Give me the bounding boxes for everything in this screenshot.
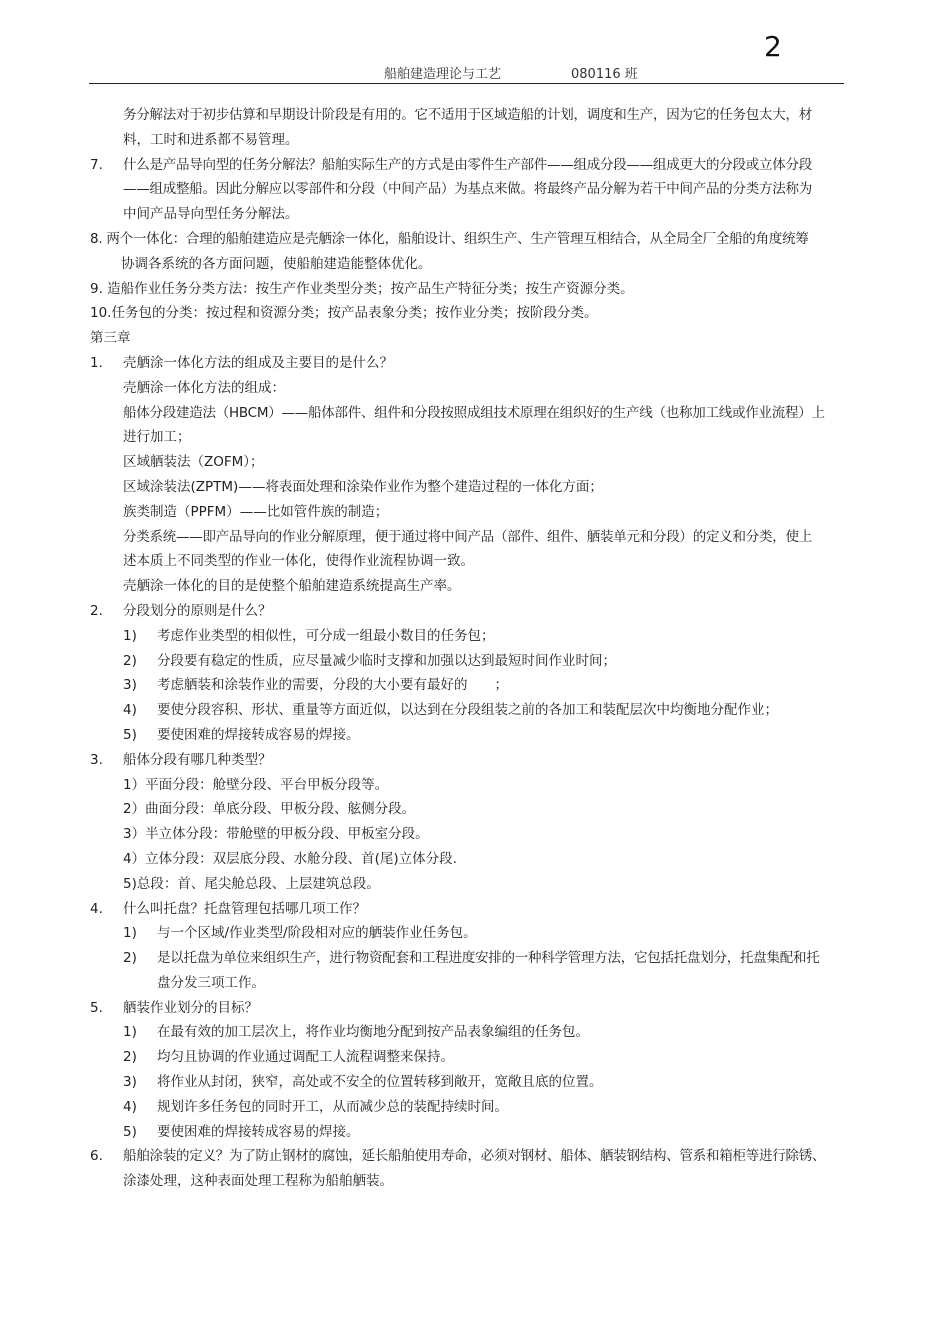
sub-item: 4）立体分段：双层底分段、水舱分段、首(尾)立体分段. bbox=[123, 850, 457, 867]
sub-item: 5) 要使困难的焊接转成容易的焊接。 bbox=[90, 1120, 880, 1145]
text-line: 船体分段建造法（HBCM）——船体部件、组件和分段按照成组技术原理在组织好的生产线（也称加工线或作业流程）上 bbox=[123, 404, 825, 421]
sub-item-number: 3) bbox=[123, 677, 137, 694]
text-line: 分类系统——即产品导向的作业分解原理，便于通过将中间产品（部件、组件、舾装单元和分段）的定义和分类，使上 bbox=[123, 528, 812, 545]
sub-item: 5) 要使困难的焊接转成容易的焊接。 bbox=[90, 723, 880, 748]
item-number: 4. bbox=[90, 900, 103, 917]
sub-item: 2）曲面分段：单底分段、甲板分段、舷侧分段。 bbox=[123, 801, 416, 818]
text-line: ——组成整船。因此分解应以零部件和分段（中间产品）为基点来做。将最终产品分解为若干中间产品的分类方法称为 bbox=[123, 181, 812, 198]
sub-item-number: 5) bbox=[123, 1123, 137, 1140]
list-item: 8. 两个一体化：合理的船舶建造应是壳舾涂一体化，船舶设计、组织生产、生产管理互相结合，从全局全厂全船的角度统筹 bbox=[90, 230, 809, 247]
text-line: 协调各系统的各方面问题，使船舶建造能整体优化。 bbox=[121, 255, 432, 272]
list-item: 10.任务包的分类：按过程和资源分类；按产品表象分类；按作业分类；按阶段分类。 bbox=[90, 305, 598, 322]
text-line: 族类制造（PPFM）——比如管件族的制造； bbox=[123, 503, 389, 520]
text-line: 区域涂装法(ZPTM)——将表面处理和涂染作业作为整个建造过程的一体化方面； bbox=[123, 478, 603, 495]
sub-item: 2) 均匀且协调的作业通过调配工人流程调整来保持。 bbox=[90, 1045, 880, 1070]
text-line: 务分解法对于初步估算和早期设计阶段是有用的。它不适用于区域造船的计划，调度和生产，因为它的任务包太大，材 bbox=[123, 107, 812, 123]
sub-item: 3）半立体分段：带舱壁的甲板分段、甲板室分段。 bbox=[123, 826, 429, 843]
text-line: 壳舾涂一体化的目的是使整个船舶建造系统提高生产率。 bbox=[123, 578, 461, 595]
text-line: 盘分发三项工作。 bbox=[157, 974, 265, 991]
question: 3. 船体分段有哪几种类型？ bbox=[90, 748, 880, 773]
chapter-heading: 第三章 bbox=[90, 330, 131, 347]
sub-item: 2) 是以托盘为单位来组织生产，进行物资配套和工程进度安排的一种科学管理方法，它包括托盘划分，托盘集配和托 bbox=[90, 946, 880, 971]
sub-item-number: 2) bbox=[123, 652, 137, 669]
sub-item-number: 1) bbox=[123, 627, 137, 644]
sub-item: 1）平面分段：舱壁分段、平台甲板分段等。 bbox=[123, 776, 389, 793]
sub-item-number: 2) bbox=[123, 950, 137, 967]
sub-item-number: 3) bbox=[123, 1074, 137, 1091]
text-line: 进行加工； bbox=[123, 429, 191, 446]
sub-item: 2) 分段要有稳定的性质，应尽量减少临时支撑和加强以达到最短时间作业时间； bbox=[90, 649, 880, 674]
sub-item: 1) 在最有效的加工层次上，将作业均衡地分配到按产品表象编组的任务包。 bbox=[90, 1020, 880, 1045]
sub-item: 5)总段：首、尾尖舱总段、上层建筑总段。 bbox=[123, 875, 380, 892]
item-number: 6. bbox=[90, 1148, 103, 1165]
sub-item-number: 1) bbox=[123, 925, 137, 942]
sub-item-number: 2) bbox=[123, 1049, 137, 1066]
sub-item: 3) 考虑舾装和涂装作业的需要，分段的大小要有最好的 ； bbox=[90, 673, 880, 698]
text-line: 料，工时和进系都不易管理。 bbox=[123, 131, 299, 148]
item-number: 7. bbox=[90, 156, 103, 173]
document-title: 船舶建造理论与工艺 bbox=[384, 67, 502, 82]
item-number: 2. bbox=[90, 602, 103, 619]
question: 4. 什么叫托盘？托盘管理包括哪几项工作？ bbox=[90, 897, 880, 922]
class-code: 080116 班 bbox=[571, 67, 638, 82]
item-number: 1. bbox=[90, 354, 103, 371]
text-line: 壳舾涂一体化方法的组成： bbox=[123, 379, 285, 396]
sub-item: 1) 考虑作业类型的相似性，可分成一组最小数目的任务包； bbox=[90, 624, 880, 649]
sub-item-number: 1) bbox=[123, 1024, 137, 1041]
list-item: 9. 造船作业任务分类方法：按生产作业类型分类；按产品生产特征分类；按生产资源分类。 bbox=[90, 280, 634, 297]
item-number: 5. bbox=[90, 999, 103, 1016]
text-line: 中间产品导向型任务分解法。 bbox=[123, 206, 299, 223]
question: 1. 壳舾涂一体化方法的组成及主要目的是什么？ bbox=[90, 351, 880, 376]
header-rule bbox=[89, 83, 844, 84]
text-line: 述本质上不同类型的作业一体化，使得作业流程协调一致。 bbox=[123, 553, 474, 570]
sub-item-number: 5) bbox=[123, 726, 137, 743]
text-line: 区域舾装法（ZOFM）； bbox=[123, 454, 264, 471]
text-line: 涂漆处理，这种表面处理工程称为船舶舾装。 bbox=[123, 1173, 393, 1190]
sub-item: 4) 要使分段容积、形状、重量等方面近似，以达到在分段组装之前的各加工和装配层次中均衡地分配作业； bbox=[90, 698, 880, 723]
sub-item-number: 4) bbox=[123, 702, 137, 719]
sub-item-number: 4) bbox=[123, 1098, 137, 1115]
item-number: 3. bbox=[90, 751, 103, 768]
question: 5. 舾装作业划分的目标？ bbox=[90, 996, 880, 1021]
page-number: 2 bbox=[764, 30, 782, 63]
sub-item: 4) 规划许多任务包的同时开工，从而减少总的装配持续时间。 bbox=[90, 1095, 880, 1120]
sub-item: 3) 将作业从封闭，狭窄，高处或不安全的位置转移到敞开，宽敞且底的位置。 bbox=[90, 1070, 880, 1095]
question: 6. 船舶涂装的定义？为了防止钢材的腐蚀，延长船舶使用寿命，必须对钢材、船体、舾装钢结构、管系和箱柜等进行除锈、 bbox=[90, 1144, 880, 1169]
page-body bbox=[90, 103, 880, 1194]
sub-item: 1) 与一个区域/作业类型/阶段相对应的舾装作业任务包。 bbox=[90, 921, 880, 946]
question: 2. 分段划分的原则是什么？ bbox=[90, 599, 880, 624]
list-item: 7. 什么是产品导向型的任务分解法？船舶实际生产的方式是由零件生产部件——组成分段——组成更大的分段或立体分段 bbox=[90, 153, 880, 178]
